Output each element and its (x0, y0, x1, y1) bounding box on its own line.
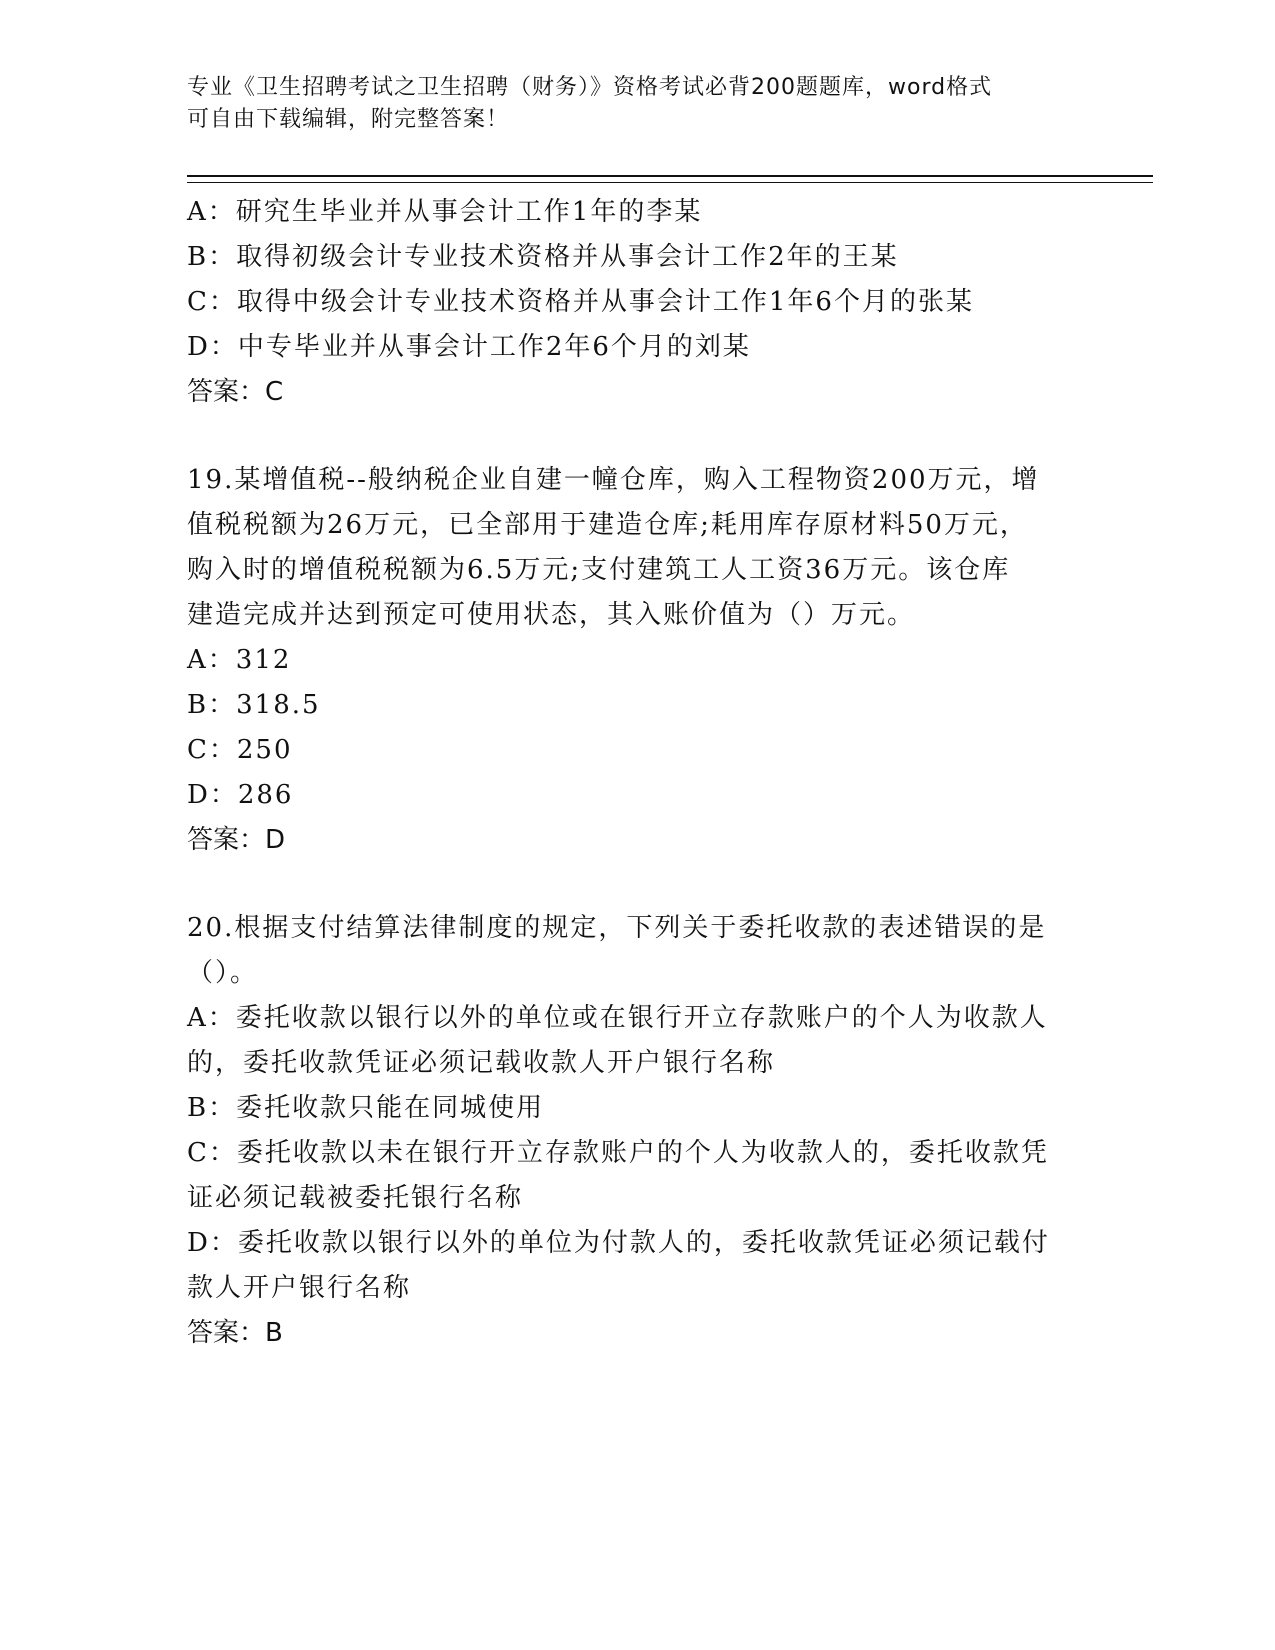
header-divider-thin (187, 182, 1153, 183)
option-a: A：委托收款以银行以外的单位或在银行开立存款账户的个人为收款人 (187, 1003, 1048, 1033)
option-a-continued: 的，委托收款凭证必须记载收款人开户银行名称 (187, 1048, 776, 1078)
option-d: D：286 (187, 780, 294, 810)
option-d: D：中专毕业并从事会计工作2年6个月的刘某 (187, 332, 751, 362)
question-stem-line: 购入时的增值税税额为6.5万元;支付建筑工人工资36万元。该仓库 (187, 555, 1011, 585)
question-stem-line: 19.某增值税--般纳税企业自建一幢仓库，购入工程物资200万元，增 (187, 465, 1040, 495)
answer: 答案：C (187, 377, 284, 407)
question-20 (187, 906, 1087, 1356)
answer: 答案：D (187, 825, 286, 855)
spacer (187, 863, 1087, 906)
header-line-2: 可自由下载编辑，附完整答案！ (187, 107, 510, 132)
question-list (187, 190, 1087, 1356)
spacer (187, 415, 1087, 458)
option-b: B：委托收款只能在同城使用 (187, 1093, 545, 1123)
option-d: D：委托收款以银行以外的单位为付款人的，委托收款凭证必须记载付 (187, 1228, 1050, 1258)
option-d-continued: 款人开户银行名称 (187, 1273, 412, 1303)
question-19 (187, 458, 1087, 863)
answer: 答案：B (187, 1318, 283, 1348)
option-b: B：取得初级会计专业技术资格并从事会计工作2年的王某 (187, 242, 899, 272)
header-line-1: 专业《卫生招聘考试之卫生招聘（财务）》资格考试必背200题题库，word格式 (187, 75, 993, 100)
header-divider-thick (187, 175, 1153, 177)
option-a: A：312 (187, 645, 292, 675)
option-c: C：250 (187, 735, 293, 765)
question-stem-line: 20.根据支付结算法律制度的规定，下列关于委托收款的表述错误的是 (187, 913, 1047, 943)
option-a: A：研究生毕业并从事会计工作1年的李某 (187, 197, 703, 227)
question-stem-line: 值税税额为26万元，已全部用于建造仓库;耗用库存原材料50万元， (187, 510, 1028, 540)
document-header (187, 72, 1077, 136)
option-c: C：取得中级会计专业技术资格并从事会计工作1年6个月的张某 (187, 287, 974, 317)
option-c: C：委托收款以未在银行开立存款账户的个人为收款人的，委托收款凭 (187, 1138, 1049, 1168)
question-stem-line: （）。 (187, 958, 259, 988)
option-c-continued: 证必须记载被委托银行名称 (187, 1183, 524, 1213)
question-stem-line: 建造完成并达到预定可使用状态，其入账价值为（）万元。 (187, 600, 916, 630)
question-18 (187, 190, 1087, 415)
option-b: B：318.5 (187, 690, 321, 720)
